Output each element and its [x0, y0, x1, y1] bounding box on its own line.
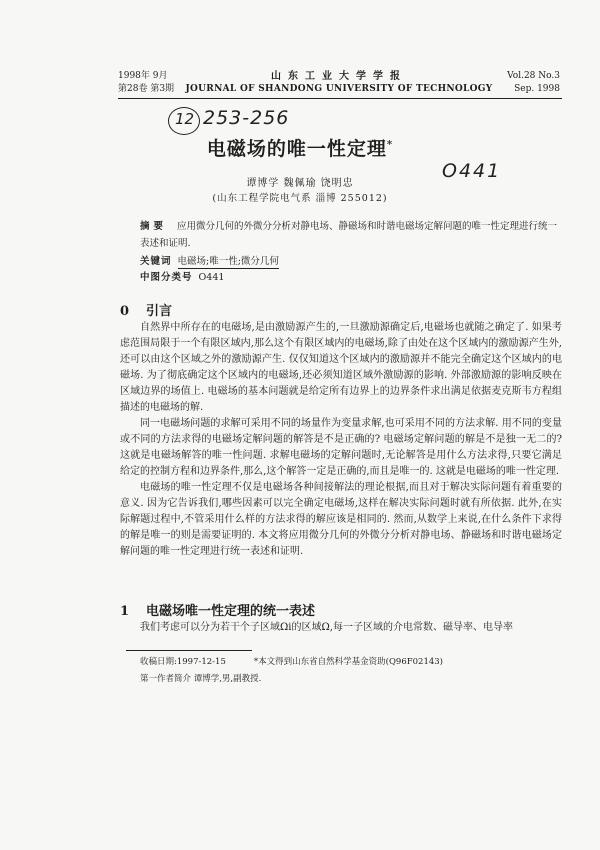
- journal-name-en: JOURNAL OF SHANDONG UNIVERSITY OF TECHNOLOGY: [185, 84, 493, 94]
- section-0-body: [120, 320, 562, 560]
- abstract: [140, 218, 560, 252]
- handwritten-page-range: 253-256: [203, 107, 290, 129]
- header-month: Sep. 1998: [514, 84, 560, 94]
- section-0-title: 引言: [146, 304, 173, 319]
- section-0-heading: [120, 300, 172, 319]
- footnote-line2: [140, 672, 261, 684]
- keywords: [140, 253, 279, 267]
- section-1-number: 1: [120, 604, 130, 619]
- keywords-value: 电磁场;唯一性;微分几何: [177, 256, 279, 267]
- header-date: 1998年 9月: [118, 71, 168, 81]
- paper-title: [0, 134, 600, 161]
- handwritten-circled-number: 12: [175, 110, 195, 128]
- classification: [140, 269, 224, 283]
- header-rule: [118, 98, 562, 99]
- section-1-title: 电磁场唯一性定理的统一表述: [146, 604, 316, 619]
- fund-note: *本文得到山东省自然科学基金资助(Q96F02143): [253, 657, 443, 667]
- section-1-body: [120, 620, 562, 636]
- header-volume: Vol.28 No.3: [507, 71, 560, 81]
- section-0-number: 0: [120, 304, 130, 319]
- journal-name-cn: 山东工业大学学报: [271, 71, 407, 82]
- paragraph: 自然界中所存在的电磁场,是由激励源产生的,一旦激励源确定后,电磁场也就随之确定了. 如果考虑范围局限于一个有限区域内,那么这个有限区域内的电磁场,除了由处在这个区域内的激励源产生外,还可以由这个区域之外的激励源产生. 仅仅知道这个区域内的激励源并不能完全确定这个区域内的电磁场. 为了彻底确定这个区域内的电磁场,还必须知道区域外激励源的影响. 外部激励源的影响反映在区域边界的场值上. 电磁场的基本问题就是给定所有边界上的边界条件求出满足依据麦克斯韦方程组描述的电磁场的解.: [120, 322, 562, 413]
- authors: 谭博学 魏佩瑜 饶明忠: [246, 178, 354, 189]
- abstract-text: 应用微分几何的外微分分析对静电场、静磁场和时谐电磁场定解问题的唯一性定理进行统一表述和证明.: [140, 221, 558, 249]
- footnote-rule: [126, 650, 252, 651]
- abstract-label: 摘要: [140, 221, 168, 232]
- paragraph: 我们考虑可以分为若干个子区域Ωi的区域Ω,每一子区域的介电常数、磁导率、电导率: [140, 622, 513, 633]
- header-issue: 第28卷 第3期: [118, 84, 175, 94]
- section-1-heading: [120, 600, 315, 619]
- footnote-line1: [140, 655, 443, 667]
- title-footnote-mark: *: [386, 139, 394, 151]
- classification-value: O441: [198, 272, 225, 283]
- author-bio: 第一作者简介 谭博学,男,副教授.: [140, 674, 262, 684]
- title-text: 电磁场的唯一性定理: [206, 138, 387, 160]
- classification-label: 中图分类号: [140, 272, 193, 283]
- affiliation: (山东工程学院电气系 淄博 255012): [212, 193, 388, 204]
- paragraph: 电磁场的唯一性定理不仅是电磁场各种间接解法的理论根据,而且对于解决实际问题有着重要的意义. 因为它告诉我们,哪些因素可以完全确定电磁场,这样在解决实际问题时就有所依据. 此外,在实际解题过程中,不管采用什么样的方法求得的解应该是相同的. 然而,从数学上来说,在什么条件下求得的解是唯一的则是需要证明的. 本文将应用微分几何的外微分分析对静电场、静磁场和时谐电磁场定解问题的唯一性定理进行统一表述和证明.: [120, 482, 562, 557]
- paragraph: 同一电磁场问题的求解可采用不同的场量作为变量求解,也可采用不同的方法求解. 用不同的变量或不同的方法求得的电磁场定解问题的解答是不是正确的? 电磁场定解问题的解是不是独一无二的?这就是电磁场解答的唯一性问题. 求解电磁场的定解问题时,无论解答是用什么方法求得,只要它满足给定的控制方程和边界条件,那么,这个解答一定是正确的,而且是唯一的. 这就是电磁场的唯一性定理.: [120, 418, 562, 477]
- keywords-label: 关键词: [140, 256, 172, 267]
- received-date: 收稿日期:1997-12-15: [140, 657, 226, 667]
- handwritten-class-code: O441: [442, 160, 502, 182]
